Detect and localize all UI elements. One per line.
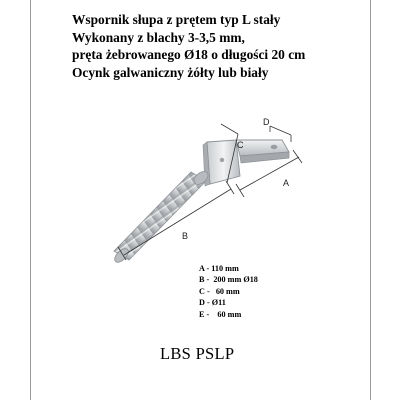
description-line: Ocynk galwaniczny żółty lub biały [72, 64, 269, 80]
description-line: pręta żebrowanego Ø18 o długości 20 cm [72, 47, 306, 62]
spec-item: E - 60 mm [199, 309, 242, 319]
dimension-d [263, 117, 291, 142]
spec-item: A - 110 mm [199, 264, 239, 273]
spec-item: C - 60 mm [199, 286, 240, 296]
dimension-d-label: D [263, 117, 270, 127]
dimension-a-label: A [283, 178, 290, 188]
ribbed-rod [112, 172, 206, 265]
dimension-b-label: B [182, 231, 189, 241]
dimension-c-label: C [237, 140, 244, 150]
spec-item: D - Ø11 [199, 298, 226, 308]
spec-item: B - 200 mm Ø18 [199, 275, 258, 285]
model-code: LBS PSLP [160, 344, 235, 363]
description-line: Wspornik słupa z prętem typ L stały [72, 12, 281, 27]
horizontal-plate [236, 140, 289, 163]
description-line: Wykonany z blachy 3-3,5 mm, [72, 29, 245, 45]
dimension-spec-list [199, 263, 258, 320]
vertical-plate [203, 140, 240, 186]
